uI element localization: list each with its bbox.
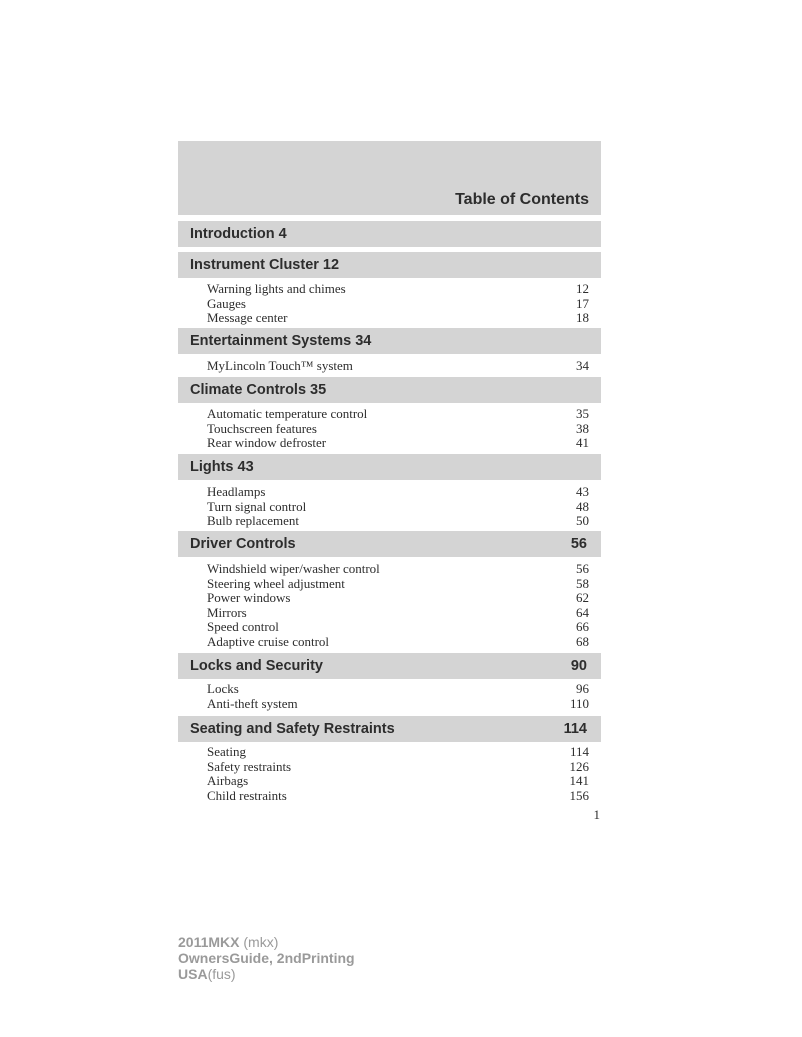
- entry-label: Anti-theft system: [207, 695, 298, 711]
- entry-label: Warning lights and chimes: [207, 281, 346, 296]
- section-heading-introduction[interactable]: [178, 221, 601, 247]
- section-title: Seating and Safety Restraints: [190, 721, 395, 737]
- entry-label: Touchscreen features: [207, 420, 317, 436]
- entry-page: 41: [576, 435, 589, 450]
- entry-page: 38: [576, 420, 589, 436]
- toc-entry[interactable]: [207, 577, 589, 592]
- toc-entry[interactable]: [207, 591, 589, 606]
- entry-page: 17: [576, 295, 589, 311]
- footer-line-model: [178, 934, 355, 950]
- entry-label: Automatic temperature control: [207, 406, 368, 421]
- entry-label: Airbags: [207, 773, 249, 788]
- toc-entry[interactable]: [207, 282, 589, 297]
- page-title: Table of Contents: [455, 191, 589, 208]
- footer-market: USA: [178, 966, 208, 982]
- entry-label: MyLincoln Touch™ system: [207, 358, 353, 373]
- section-page: 56: [570, 536, 587, 552]
- toc-entry[interactable]: [207, 682, 589, 697]
- section-heading-locks-and-security[interactable]: [178, 653, 601, 679]
- section-entries: [207, 407, 589, 451]
- section-entries: [207, 485, 589, 529]
- toc-entry[interactable]: [207, 745, 589, 760]
- section-entries: [207, 745, 589, 803]
- toc-entry[interactable]: [207, 436, 589, 451]
- footer-line-market: [178, 966, 355, 982]
- toc-entry[interactable]: [207, 485, 589, 500]
- section-title: Entertainment Systems 34: [190, 333, 372, 349]
- section-title: Driver Controls: [190, 536, 296, 552]
- toc-entry[interactable]: [207, 635, 589, 650]
- entry-label: Child restraints: [207, 787, 287, 803]
- entry-page: 34: [576, 358, 589, 373]
- entry-page: 141: [569, 773, 589, 788]
- entry-label: Turn signal control: [207, 498, 307, 514]
- footer-guide-printing: OwnersGuide, 2ndPrinting: [178, 950, 355, 966]
- entry-label: Locks: [207, 681, 239, 696]
- section-heading-lights[interactable]: [178, 454, 601, 480]
- toc-entry[interactable]: [207, 606, 589, 621]
- section-heading-driver-controls[interactable]: [178, 531, 601, 557]
- entry-page: 64: [576, 604, 589, 620]
- section-heading-climate-controls[interactable]: [178, 377, 601, 403]
- entry-page: 96: [576, 681, 589, 696]
- toc-header-band: [178, 141, 601, 215]
- entry-label: Adaptive cruise control: [207, 633, 330, 649]
- section-title: Introduction 4: [190, 226, 287, 242]
- section-title: Locks and Security: [190, 658, 323, 674]
- toc-entry[interactable]: [207, 311, 589, 326]
- toc-entry[interactable]: [207, 760, 589, 775]
- toc-entry[interactable]: [207, 697, 589, 712]
- entry-page: 156: [569, 787, 589, 803]
- section-page: 114: [563, 721, 587, 737]
- toc-entry[interactable]: [207, 407, 589, 422]
- entry-page: 62: [576, 590, 589, 605]
- section-page: 90: [570, 658, 587, 674]
- entry-label: Bulb replacement: [207, 513, 300, 528]
- toc-entry[interactable]: [207, 297, 589, 312]
- footer-model: 2011MKX: [178, 934, 240, 950]
- entry-label: Speed control: [207, 619, 279, 634]
- entry-page: 114: [569, 744, 589, 759]
- footer-model-code: (mkx): [239, 934, 279, 950]
- section-heading-seating-and-safety-restraints[interactable]: [178, 716, 601, 742]
- section-entries: [207, 282, 589, 326]
- toc-entry[interactable]: [207, 514, 589, 529]
- entry-page: 126: [569, 758, 589, 774]
- section-heading-instrument-cluster[interactable]: [178, 252, 601, 278]
- entry-page: 18: [576, 310, 589, 325]
- entry-label: Message center: [207, 310, 288, 325]
- entry-label: Gauges: [207, 295, 246, 311]
- entry-page: 35: [576, 406, 589, 421]
- entry-page: 43: [576, 484, 589, 499]
- entry-page: 110: [569, 695, 589, 711]
- entry-page: 48: [576, 498, 589, 514]
- toc-entry[interactable]: [207, 620, 589, 635]
- entry-label: Steering wheel adjustment: [207, 575, 345, 591]
- entry-label: Windshield wiper/washer control: [207, 561, 380, 576]
- entry-label: Power windows: [207, 590, 291, 605]
- entry-label: Rear window defroster: [207, 435, 327, 450]
- section-title: Lights 43: [190, 459, 254, 475]
- section-entries: [207, 359, 589, 374]
- entry-label: Mirrors: [207, 604, 247, 620]
- section-heading-entertainment-systems[interactable]: [178, 328, 601, 354]
- toc-entry[interactable]: [207, 774, 589, 789]
- entry-page: 12: [576, 281, 589, 296]
- entry-page: 56: [576, 561, 589, 576]
- entry-label: Safety restraints: [207, 758, 292, 774]
- toc-entry[interactable]: [207, 562, 589, 577]
- entry-label: Seating: [207, 744, 246, 759]
- toc-entry[interactable]: [207, 359, 589, 374]
- toc-entry[interactable]: [207, 789, 589, 804]
- section-entries: [207, 562, 589, 649]
- toc-entry[interactable]: [207, 500, 589, 515]
- page-number: 1: [593, 807, 600, 822]
- print-footer: [178, 934, 355, 982]
- entry-page: 58: [576, 575, 589, 591]
- section-title: Instrument Cluster 12: [190, 257, 340, 273]
- entry-label: Headlamps: [207, 484, 266, 499]
- section-entries: [207, 682, 589, 711]
- section-title: Climate Controls 35: [190, 382, 327, 398]
- entry-page: 68: [576, 633, 589, 649]
- toc-entry[interactable]: [207, 422, 589, 437]
- footer-market-code: (fus): [207, 966, 236, 982]
- entry-page: 66: [576, 619, 589, 634]
- entry-page: 50: [576, 513, 589, 528]
